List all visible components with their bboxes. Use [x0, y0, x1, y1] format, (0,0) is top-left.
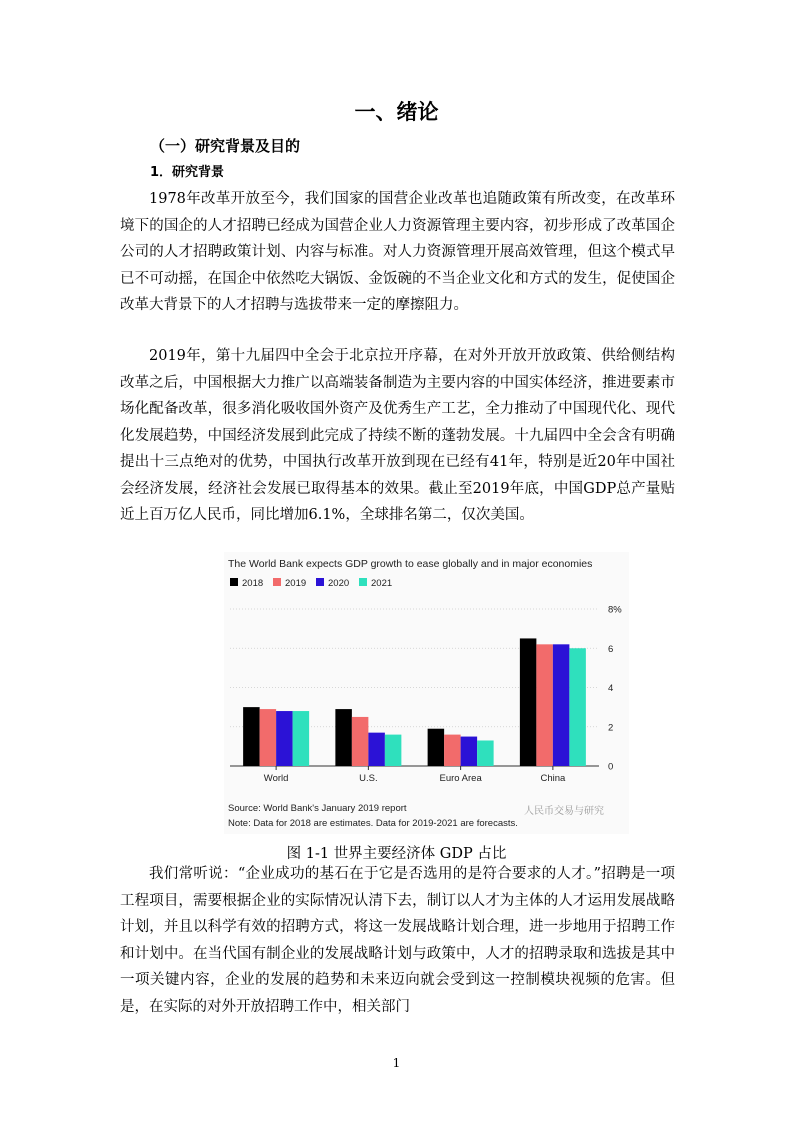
- x-tick-label: U.S.: [359, 773, 378, 784]
- heading-2: （一）研究背景及目的: [150, 137, 301, 155]
- bar-us-2018: [335, 709, 352, 766]
- gdp-chart-svg: [224, 552, 629, 834]
- bar-euroarea-2019: [444, 735, 461, 766]
- paragraph-1: 1978年改革开放至今，我们国家的国营企业改革也追随政策有所改变，在改革环境下的国企的人才招聘已经成为国营企业人力资源管理主要内容，初步形成了改革国企公司的人才招聘政策计划、内容与标准。对人力资源管理开展高效管理，但这个模式早已不可动摇，在国企中依然吃大锅饭、金饭碗的不当企业文化和方式的发生，促使国企改革大背景下的人才招聘与选拔带来一定的摩擦阻力。: [120, 191, 675, 313]
- chart-note: Note: Data for 2018 are estimates. Data for 2019-2021 are forecasts.: [228, 818, 518, 829]
- legend-swatch-2020: [316, 578, 324, 586]
- bar-us-2021: [385, 735, 402, 766]
- bar-euroarea-2020: [461, 737, 478, 766]
- legend-label-2021: 2021: [371, 578, 393, 589]
- chart-source: Source: World Bank's January 2019 report: [228, 803, 407, 814]
- legend-label-2018: 2018: [242, 578, 264, 589]
- chart-watermark: 人民币交易与研究: [524, 806, 604, 817]
- legend-swatch-2021: [359, 578, 367, 586]
- y-tick-label: 0: [608, 761, 614, 773]
- legend-label-2020: 2020: [328, 578, 350, 589]
- x-tick-label: China: [540, 773, 566, 784]
- page-number: 1: [392, 1056, 401, 1070]
- chart-title: The World Bank expects GDP growth to ease globally and in major economies: [228, 558, 593, 570]
- y-tick-label: 6: [608, 643, 614, 655]
- legend-label-2019: 2019: [285, 578, 307, 589]
- figure-caption: 图 1-1 世界主要经济体 GDP 占比: [286, 846, 507, 862]
- bar-china-2018: [520, 638, 537, 766]
- paragraph-3: 我们常听说：“企业成功的基石在于它是否选用的是符合要求的人才。”招聘是一项工程项目，需要根据企业的实际情况认清下去，制订以人才为主体的人才运用发展战略计划，并且以科学有效的招聘方式，将这一发展战略计划合理，进一步地用于招聘工作和计划中。在当代国有制企业的发展战略计划与政策中，人才的招聘录取和选拔是其中一项关键内容，企业的发展的趋势和未来迈向就会受到这一控制模块视频的危害。但是，在实际的对外开放招聘工作中，相关部门: [120, 866, 675, 1015]
- bar-china-2021: [569, 648, 586, 766]
- heading-1: 一、绪论: [354, 100, 439, 124]
- x-tick-label: World: [263, 773, 289, 784]
- bar-us-2019: [352, 717, 369, 766]
- bar-euroarea-2021: [477, 740, 494, 766]
- bar-china-2020: [553, 644, 570, 766]
- bar-china-2019: [536, 644, 553, 766]
- legend-swatch-2018: [230, 578, 238, 586]
- bar-euroarea-2018: [428, 729, 445, 766]
- bar-world-2021: [293, 711, 310, 766]
- bar-world-2019: [260, 709, 277, 766]
- y-tick-label: 4: [608, 683, 614, 694]
- heading-3: 1．研究背景: [150, 165, 225, 180]
- x-tick-label: Euro Area: [439, 773, 482, 784]
- bar-us-2020: [368, 733, 385, 766]
- y-tick-label: 8%: [608, 604, 622, 616]
- bar-world-2018: [243, 707, 260, 766]
- bar-world-2020: [276, 711, 293, 766]
- gdp-chart: [224, 552, 629, 834]
- y-tick-label: 2: [608, 722, 614, 734]
- paragraph-2: 2019年，第十九届四中全会于北京拉开序幕，在对外开放开放政策、供给侧结构改革之后，中国根据大力推广以高端装备制造为主要内容的中国实体经济，推进要素市场化配备改革，很多消化吸收国外资产及优秀生产工艺，全力推动了中国现代化、现代化发展趋势，中国经济发展到此完成了持续不断的蓬勃发展。十九届四中全会含有明确提出十三点绝对的优势，中国执行改革开放到现在已经有41年，特别是近20年中国社会经济发展，经济社会发展已取得基本的效果。截止至2019年底，中国GDP总产量贴近上百万亿人民币，同比增加6.1%，全球排名第二，仅次美国。: [120, 348, 675, 523]
- legend-swatch-2019: [273, 578, 281, 586]
